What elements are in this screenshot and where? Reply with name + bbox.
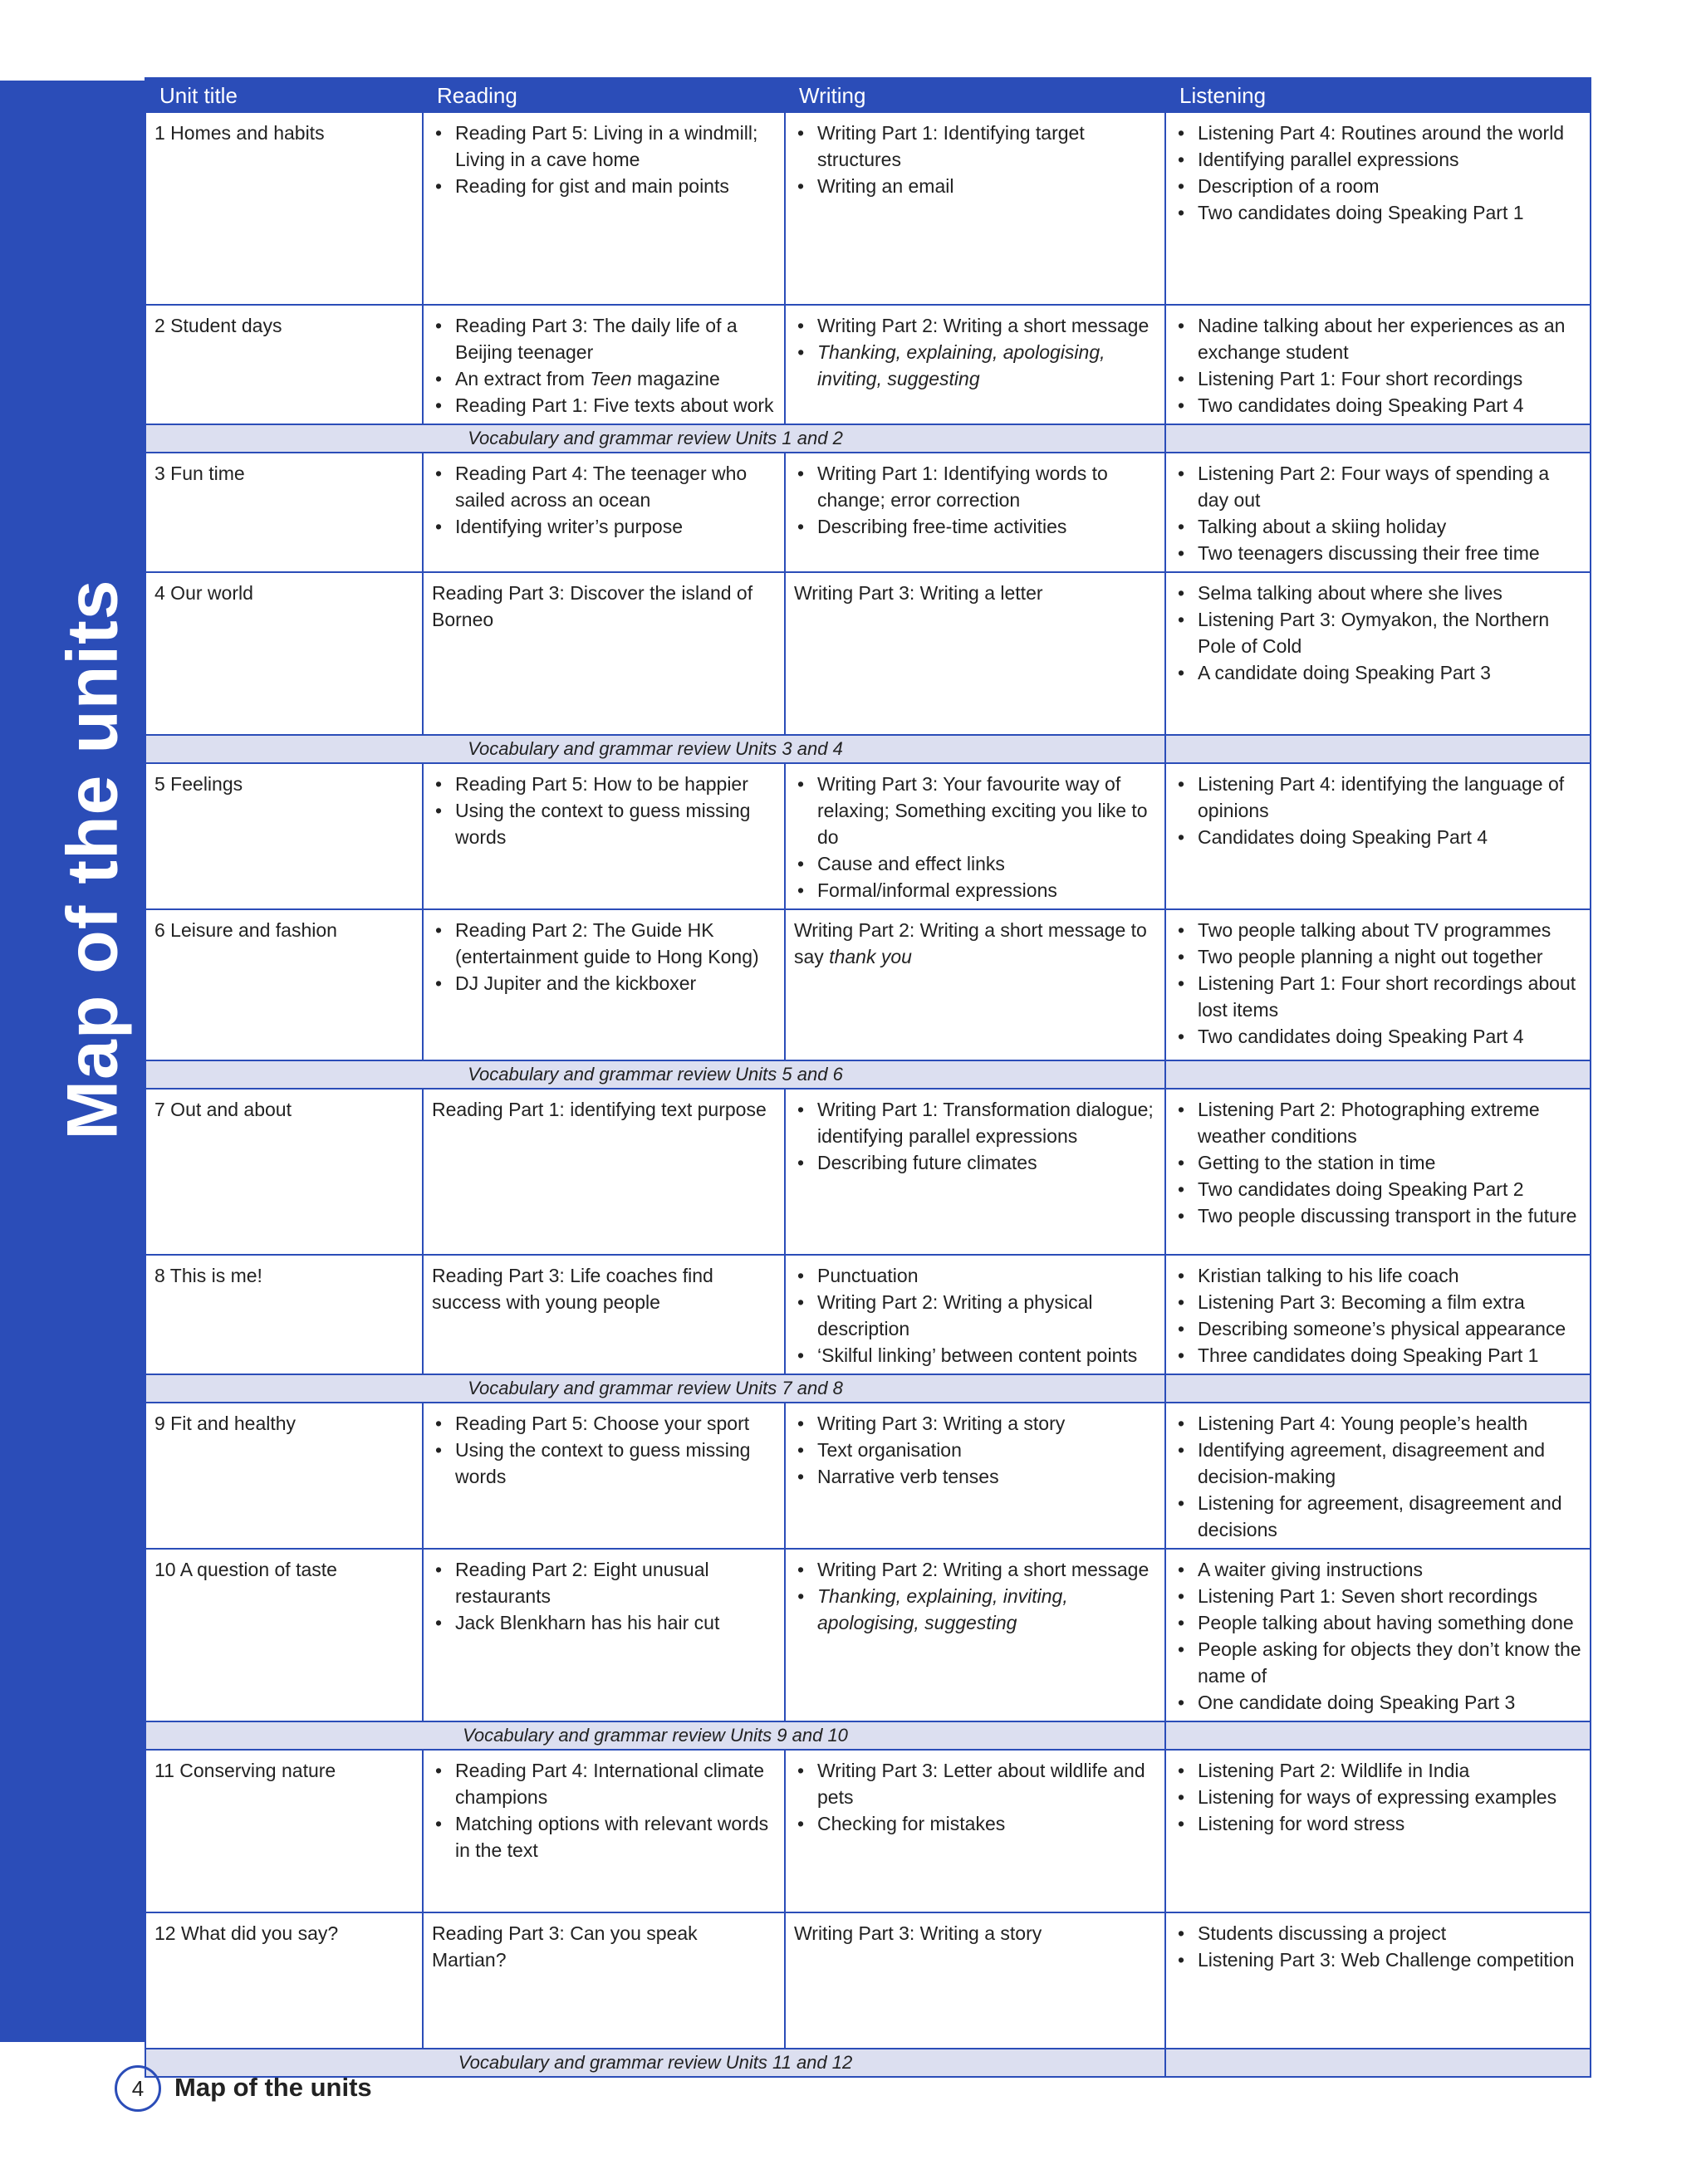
list-item: • Reading Part 3: The daily life of a Beijing teenager bbox=[432, 312, 776, 365]
review-empty-cell bbox=[1165, 1374, 1591, 1403]
list-item: • Two people planning a night out together bbox=[1174, 943, 1581, 970]
list-item: • Using the context to guess missing words bbox=[432, 1437, 776, 1490]
list-item: • Cause and effect links bbox=[794, 850, 1156, 877]
list-item: • Punctuation bbox=[794, 1262, 1156, 1289]
unit-title: 2 Student days bbox=[145, 305, 423, 424]
list-item: • Formal/informal expressions bbox=[794, 877, 1156, 903]
list-item: • Using the context to guess missing words bbox=[432, 797, 776, 850]
unit-row-3 bbox=[145, 453, 1591, 572]
review-row bbox=[145, 1374, 1591, 1403]
list-item: • Writing Part 3: Your favourite way of relaxing; Something exciting you like to do bbox=[794, 771, 1156, 850]
list-item: • Listening Part 2: Wildlife in India bbox=[1174, 1757, 1581, 1784]
unit-title: 10 A question of taste bbox=[145, 1549, 423, 1721]
writing-cell bbox=[785, 1255, 1165, 1374]
list-item: • Narrative verb tenses bbox=[794, 1463, 1156, 1490]
list-item: • Describing someone’s physical appearance bbox=[1174, 1315, 1581, 1342]
list-item: • Reading Part 5: How to be happier bbox=[432, 771, 776, 797]
unit-title: 7 Out and about bbox=[145, 1089, 423, 1255]
unit-row-8 bbox=[145, 1255, 1591, 1374]
units-map-table bbox=[145, 77, 1591, 2078]
list-item: • Listening Part 1: Four short recordings bbox=[1174, 365, 1581, 392]
list-item: • Writing Part 3: Letter about wildlife and pets bbox=[794, 1757, 1156, 1810]
list-item: • Describing free-time activities bbox=[794, 513, 1156, 540]
writing-cell bbox=[785, 112, 1165, 305]
writing-cell bbox=[785, 1549, 1165, 1721]
listening-cell bbox=[1165, 1912, 1591, 2049]
listening-cell bbox=[1165, 572, 1591, 735]
list-item: • Three candidates doing Speaking Part 1 bbox=[1174, 1342, 1581, 1369]
writing-text: Writing Part 3: Writing a story bbox=[794, 1922, 1042, 1944]
list-item: • Checking for mistakes bbox=[794, 1810, 1156, 1837]
list-item: • Text organisation bbox=[794, 1437, 1156, 1463]
writing-cell bbox=[785, 453, 1165, 572]
writing-cell bbox=[785, 1403, 1165, 1549]
review-label: Vocabulary and grammar review Units 7 and 8 bbox=[145, 1374, 1165, 1403]
listening-cell bbox=[1165, 1549, 1591, 1721]
listening-cell bbox=[1165, 1750, 1591, 1912]
list-item: • Listening Part 1: Four short recordings about lost items bbox=[1174, 970, 1581, 1023]
header-listening: Listening bbox=[1165, 77, 1591, 112]
review-row bbox=[145, 1721, 1591, 1750]
writing-cell bbox=[785, 572, 1165, 735]
list-item: • Listening Part 4: Young people’s health bbox=[1174, 1410, 1581, 1437]
list-item: • A waiter giving instructions bbox=[1174, 1556, 1581, 1583]
list-item: • DJ Jupiter and the kickboxer bbox=[432, 970, 776, 997]
list-item: • Writing Part 2: Writing a short message bbox=[794, 312, 1156, 339]
listening-cell bbox=[1165, 763, 1591, 909]
review-empty-cell bbox=[1165, 735, 1591, 763]
listening-cell bbox=[1165, 112, 1591, 305]
review-label: Vocabulary and grammar review Units 1 and 2 bbox=[145, 424, 1165, 453]
list-item: • Two candidates doing Speaking Part 1 bbox=[1174, 199, 1581, 226]
list-item: • Two candidates doing Speaking Part 4 bbox=[1174, 392, 1581, 419]
list-item: • Reading Part 2: The Guide HK (entertainment guide to Hong Kong) bbox=[432, 917, 776, 970]
list-item: • Listening Part 4: Routines around the world bbox=[1174, 120, 1581, 146]
list-item: • Describing future climates bbox=[794, 1149, 1156, 1176]
footer-title: Map of the units bbox=[174, 2073, 372, 2102]
list-item: • A candidate doing Speaking Part 3 bbox=[1174, 659, 1581, 686]
list-item: • Jack Blenkharn has his hair cut bbox=[432, 1609, 776, 1636]
unit-title: 8 This is me! bbox=[145, 1255, 423, 1374]
unit-row-9 bbox=[145, 1403, 1591, 1549]
list-item: • Identifying writer’s purpose bbox=[432, 513, 776, 540]
list-item: • Identifying parallel expressions bbox=[1174, 146, 1581, 173]
unit-title: 3 Fun time bbox=[145, 453, 423, 572]
review-empty-cell bbox=[1165, 2049, 1591, 2077]
list-item: • Students discussing a project bbox=[1174, 1920, 1581, 1947]
unit-row-7 bbox=[145, 1089, 1591, 1255]
unit-row-12 bbox=[145, 1912, 1591, 2049]
writing-cell bbox=[785, 1750, 1165, 1912]
list-item: • Listening for ways of expressing examples bbox=[1174, 1784, 1581, 1810]
writing-cell bbox=[785, 763, 1165, 909]
list-item: • Writing Part 1: Identifying target structures bbox=[794, 120, 1156, 173]
reading-cell bbox=[423, 763, 785, 909]
listening-cell bbox=[1165, 1403, 1591, 1549]
list-item: • Reading Part 4: International climate champions bbox=[432, 1757, 776, 1810]
list-item: • Two candidates doing Speaking Part 4 bbox=[1174, 1023, 1581, 1050]
reading-cell bbox=[423, 305, 785, 424]
unit-title: 1 Homes and habits bbox=[145, 112, 423, 305]
writing-cell bbox=[785, 909, 1165, 1060]
listening-cell bbox=[1165, 909, 1591, 1060]
list-item: • People talking about having something done bbox=[1174, 1609, 1581, 1636]
reading-cell bbox=[423, 1089, 785, 1255]
reading-cell bbox=[423, 1750, 785, 1912]
reading-text: Reading Part 3: Life coaches find success with young people bbox=[432, 1265, 713, 1313]
reading-cell bbox=[423, 1403, 785, 1549]
list-item: • Two people discussing transport in the future bbox=[1174, 1202, 1581, 1229]
list-item: • One candidate doing Speaking Part 3 bbox=[1174, 1689, 1581, 1716]
list-item: • Nadine talking about her experiences as an exchange student bbox=[1174, 312, 1581, 365]
reading-text: Reading Part 3: Can you speak Martian? bbox=[432, 1922, 698, 1971]
list-item: • Reading Part 5: Choose your sport bbox=[432, 1410, 776, 1437]
reading-cell bbox=[423, 572, 785, 735]
unit-title: 4 Our world bbox=[145, 572, 423, 735]
reading-cell bbox=[423, 1549, 785, 1721]
review-label: Vocabulary and grammar review Units 9 and 10 bbox=[145, 1721, 1165, 1750]
list-item: • Listening Part 3: Web Challenge competition bbox=[1174, 1947, 1581, 1973]
reading-text: Reading Part 3: Discover the island of Borneo bbox=[432, 582, 753, 630]
list-item: • Writing Part 3: Writing a story bbox=[794, 1410, 1156, 1437]
list-item: • People asking for objects they don’t know the name of bbox=[1174, 1636, 1581, 1689]
list-item: • Two people talking about TV programmes bbox=[1174, 917, 1581, 943]
list-item: • Two candidates doing Speaking Part 2 bbox=[1174, 1176, 1581, 1202]
list-item: • Writing Part 1: Transformation dialogue; identifying parallel expressions bbox=[794, 1096, 1156, 1149]
unit-row-10 bbox=[145, 1549, 1591, 1721]
writing-text-main: Writing Part 2: Writing a short message to say bbox=[794, 919, 1147, 967]
list-item: • Getting to the station in time bbox=[1174, 1149, 1581, 1176]
list-item: • Reading for gist and main points bbox=[432, 173, 776, 199]
list-item: • Writing Part 2: Writing a short message bbox=[794, 1556, 1156, 1583]
unit-title: 12 What did you say? bbox=[145, 1912, 423, 2049]
list-item: • Listening Part 2: Photographing extreme weather conditions bbox=[1174, 1096, 1581, 1149]
review-row bbox=[145, 424, 1591, 453]
review-label: Vocabulary and grammar review Units 5 and 6 bbox=[145, 1060, 1165, 1089]
writing-text: Writing Part 3: Writing a letter bbox=[794, 582, 1043, 604]
page-number-badge: 4 bbox=[115, 2065, 161, 2112]
list-item: • Candidates doing Speaking Part 4 bbox=[1174, 824, 1581, 850]
side-title: Map of the units bbox=[52, 579, 133, 1140]
header-reading: Reading bbox=[423, 77, 785, 112]
list-item: • Listening for word stress bbox=[1174, 1810, 1581, 1837]
header-row bbox=[145, 77, 1591, 112]
unit-title: 5 Feelings bbox=[145, 763, 423, 909]
review-empty-cell bbox=[1165, 1060, 1591, 1089]
list-item: • Listening for agreement, disagreement and decisions bbox=[1174, 1490, 1581, 1543]
writing-cell bbox=[785, 1912, 1165, 2049]
writing-text-italic: thank you bbox=[829, 946, 912, 967]
list-item: • Matching options with relevant words in the text bbox=[432, 1810, 776, 1863]
unit-title: 9 Fit and healthy bbox=[145, 1403, 423, 1549]
list-item: • Thanking, explaining, apologising, inviting, suggesting bbox=[794, 339, 1156, 392]
list-item: • Reading Part 5: Living in a windmill; Living in a cave home bbox=[432, 120, 776, 173]
review-label: Vocabulary and grammar review Units 3 and 4 bbox=[145, 735, 1165, 763]
review-row bbox=[145, 1060, 1591, 1089]
list-item: • Talking about a skiing holiday bbox=[1174, 513, 1581, 540]
unit-row-1 bbox=[145, 112, 1591, 305]
list-item: • ‘Skilful linking’ between content points bbox=[794, 1342, 1156, 1369]
reading-cell bbox=[423, 1255, 785, 1374]
list-item: • Description of a room bbox=[1174, 173, 1581, 199]
unit-row-11 bbox=[145, 1750, 1591, 1912]
list-item: • Reading Part 2: Eight unusual restaurants bbox=[432, 1556, 776, 1609]
list-item: • Identifying agreement, disagreement and decision-making bbox=[1174, 1437, 1581, 1490]
list-item: • Listening Part 2: Four ways of spending a day out bbox=[1174, 460, 1581, 513]
header-unit-title: Unit title bbox=[145, 77, 423, 112]
list-item: • Two teenagers discussing their free time bbox=[1174, 540, 1581, 566]
list-item: • Listening Part 1: Seven short recordings bbox=[1174, 1583, 1581, 1609]
list-item: • Listening Part 3: Becoming a film extra bbox=[1174, 1289, 1581, 1315]
list-item: • Reading Part 4: The teenager who sailed across an ocean bbox=[432, 460, 776, 513]
listening-cell bbox=[1165, 305, 1591, 424]
listening-cell bbox=[1165, 1089, 1591, 1255]
reading-cell bbox=[423, 1912, 785, 2049]
header-writing: Writing bbox=[785, 77, 1165, 112]
review-empty-cell bbox=[1165, 1721, 1591, 1750]
unit-title: 11 Conserving nature bbox=[145, 1750, 423, 1912]
list-item: • An extract from Teen magazine bbox=[432, 365, 776, 392]
reading-text: Reading Part 1: identifying text purpose bbox=[432, 1099, 767, 1120]
list-item: • Kristian talking to his life coach bbox=[1174, 1262, 1581, 1289]
list-item: • Writing an email bbox=[794, 173, 1156, 199]
unit-row-2 bbox=[145, 305, 1591, 424]
review-row bbox=[145, 735, 1591, 763]
listening-cell bbox=[1165, 1255, 1591, 1374]
list-item: • Listening Part 3: Oymyakon, the Northern Pole of Cold bbox=[1174, 606, 1581, 659]
list-item: • Reading Part 1: Five texts about work bbox=[432, 392, 776, 419]
unit-title: 6 Leisure and fashion bbox=[145, 909, 423, 1060]
reading-cell bbox=[423, 453, 785, 572]
reading-cell bbox=[423, 909, 785, 1060]
writing-cell bbox=[785, 1089, 1165, 1255]
list-item: • Thanking, explaining, inviting, apologising, suggesting bbox=[794, 1583, 1156, 1636]
unit-row-4 bbox=[145, 572, 1591, 735]
writing-cell bbox=[785, 305, 1165, 424]
listening-cell bbox=[1165, 453, 1591, 572]
review-empty-cell bbox=[1165, 424, 1591, 453]
unit-row-5 bbox=[145, 763, 1591, 909]
reading-cell bbox=[423, 112, 785, 305]
list-item: • Listening Part 4: identifying the language of opinions bbox=[1174, 771, 1581, 824]
list-item: • Writing Part 1: Identifying words to change; error correction bbox=[794, 460, 1156, 513]
unit-row-6 bbox=[145, 909, 1591, 1060]
list-item: • Selma talking about where she lives bbox=[1174, 580, 1581, 606]
writing-text bbox=[794, 917, 1156, 970]
review-label: Vocabulary and grammar review Units 11 and 12 bbox=[145, 2049, 1165, 2077]
list-item: • Writing Part 2: Writing a physical description bbox=[794, 1289, 1156, 1342]
